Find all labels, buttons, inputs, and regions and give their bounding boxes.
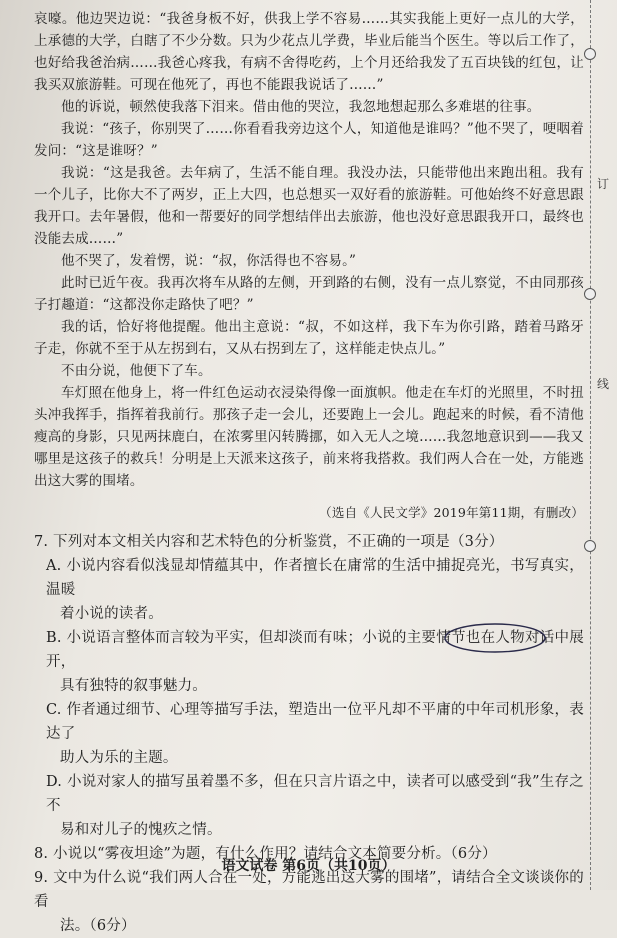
option-c: C. 作者通过细节、心理等描写手法，塑造出一位平凡却不平庸的中年司机形象，表达了 xyxy=(46,702,584,742)
option-a-cont: 着小说的读者。 xyxy=(60,606,163,622)
option-d-cont: 易和对儿子的愧疚之情。 xyxy=(60,822,222,838)
document-body xyxy=(34,8,584,938)
option-c-cont: 助人为乐的主题。 xyxy=(60,750,178,766)
binding-hole xyxy=(584,48,596,60)
source-citation: （选自《人民文学》2019年第11期，有删改） xyxy=(319,505,584,520)
story-paragraph: 我说：“这是我爸。去年病了，生活不能自理。我没办法，只能带他出来跑出租。我有一个儿子，比你大不了两岁，正上大四，也总想买一双好看的旅游鞋。可他始终不好意思跟我开口。去年暑假，他和一帮要好的同学想结伴出去旅游，他也没好意思跟我开口，最终也没能去成……” xyxy=(34,165,584,247)
story-paragraph: 车灯照在他身上，将一件红色运动衣浸染得像一面旗帜。他走在车灯的光照里，不时扭头冲我挥手，指挥着我前行。那孩子走一会儿，还要跑上一会儿。跑起来的时候，看不清他瘦高的身影，只见两抹鹿白，在浓雾里闪转腾挪，如入无人之境……我忽地意识到——我又哪里是这孩子的救兵！分明是上天派来这孩子，前来将我搭救。我们两人合在一处，方能逃出这大雾的围堵。 xyxy=(34,385,584,489)
story-paragraph: 他不哭了，发着愣，说：“叔，你活得也不容易。” xyxy=(61,253,357,269)
binding-hole xyxy=(584,288,596,300)
binding-line xyxy=(590,0,611,890)
question-9: 9. 文中为什么说“我们两人合在一处，方能逃出这大雾的围堵”，请结合全文谈谈你的看 xyxy=(34,870,584,910)
option-d: D. 小说对家人的描写虽着墨不多，但在只言片语之中，读者可以感受到“我”生存之不 xyxy=(46,774,584,814)
binding-char: 线 xyxy=(597,377,610,391)
story-paragraph: 他的诉说，顿然使我落下泪来。借由他的哭泣，我忽地想起那么多难堪的往事。 xyxy=(61,99,541,115)
binding-hole xyxy=(584,540,596,552)
option-b: B. 小说语言整体而言较为平实，但却淡而有味；小说的主要情节也在人物对话中展开， xyxy=(46,630,584,670)
page-footer: 语文试卷 第6页（共10页） xyxy=(221,858,396,874)
question-7: 7. 下列对本文相关内容和艺术特色的分析鉴赏，不正确的一项是（3分） xyxy=(34,534,504,550)
story-paragraph: 哀嚎。他边哭边说：“我爸身板不好，供我上学不容易……其实我能上更好一点儿的大学，上承德的大学，白瞎了不少分数。只为少花点儿学费，毕业后能当个医生。等以后工作了，也好给我爸治病……我爸心疼我，有病不舍得吃药，上个月还给我发了五百块钱的红包，让我买双旅游鞋。可现在他死了，再也不能跟我说话了……” xyxy=(34,11,584,93)
option-a: A. 小说内容看似浅显却情蕴其中，作者擅长在庸常的生活中捕捉亮光，书写真实，温暖 xyxy=(46,558,584,598)
option-b-cont: 具有独特的叙事魅力。 xyxy=(60,678,207,694)
question-9-cont: 法。（6分） xyxy=(60,918,136,934)
story-paragraph: 不由分说，他便下了车。 xyxy=(61,363,212,379)
story-paragraph: 我的话，恰好将他提醒。他出主意说：“叔，不如这样，我下车为你引路，踏着马路牙子走，你就不至于从左拐到右，又从右拐到左了，这样能走快点儿。” xyxy=(34,319,584,357)
binding-char: 订 xyxy=(597,177,610,191)
story-paragraph: 我说：“孩子，你别哭了……你看看我旁边这个人，知道他是谁吗？”他不哭了，哽咽着发问：“这是谁呀？” xyxy=(34,121,584,159)
story-paragraph: 此时已近午夜。我再次将车从路的左侧，开到路的右侧，没有一点儿察觉，不由同那孩子打趣道：“这都没你走路快了吧？” xyxy=(34,275,584,313)
question-8: 8. 小说以“雾夜坦途”为题，有什么作用？请结合文本简要分析。（6分） xyxy=(34,846,497,862)
